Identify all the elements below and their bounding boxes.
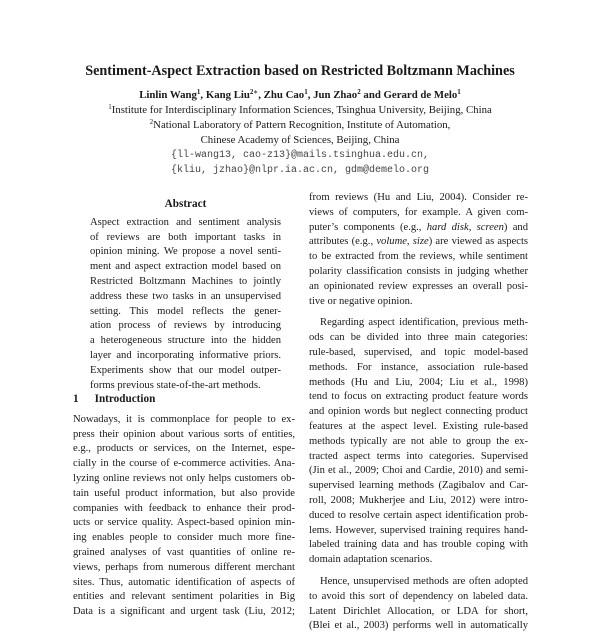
text-line: grained analyses of vast quantities of online re- bbox=[73, 546, 295, 558]
paper-title: Sentiment-Aspect Extraction based on Restricted Boltzmann Machines bbox=[85, 63, 515, 79]
abstract-heading: Abstract bbox=[164, 198, 207, 210]
text-line: Experiments show that our model outper- bbox=[90, 364, 281, 376]
text-line: lems. However, supervised training requires hand- bbox=[309, 524, 528, 536]
text-line: cially in the course of e-commerce activities. Ana- bbox=[73, 458, 295, 470]
text-line: tracted aspect terms into categories. Supervised bbox=[309, 450, 528, 462]
text-line: address these two tasks in an unsupervised bbox=[90, 290, 281, 302]
text-line: tain useful product information, but also provide bbox=[73, 487, 295, 499]
introduction-section bbox=[73, 392, 295, 620]
text-line: methods typically are not able to group the ex- bbox=[309, 435, 528, 447]
text-line: Data is a significant and urgent task (Liu, 2012; bbox=[73, 606, 295, 618]
author-affiliation-marker: 2∗ bbox=[249, 88, 259, 96]
text-line: duced to resolve certain aspect identification prob- bbox=[309, 509, 528, 521]
text-line: setting. This model reflects the gener- bbox=[90, 305, 281, 317]
affiliation-1 bbox=[0, 104, 600, 116]
text-line: forms previous state-of-the-art methods. bbox=[90, 379, 261, 391]
author-name: Gerard de Melo bbox=[383, 89, 458, 101]
affiliation-text: National Laboratory of Pattern Recognition, Institute of Automation, bbox=[153, 119, 451, 131]
text-line: a heterogeneous structure into the hidden bbox=[90, 335, 281, 347]
text-line: ation process of reviews by introducing bbox=[90, 320, 281, 332]
text-line: attributes (e.g., volume, size) are viewed as aspects bbox=[309, 236, 529, 248]
text-line: Aspect extraction and sentiment analysis bbox=[90, 216, 281, 228]
text-line: entities and relevant sentiment polarities in Big bbox=[73, 591, 295, 603]
text-line: (Blei et al., 2003) performs well in automatically bbox=[309, 620, 528, 632]
text-line: to avoid this sort of dependency on labeled data. bbox=[309, 590, 528, 602]
text-line: sites. Thus, automatic identification of aspects of bbox=[73, 576, 295, 588]
text-line: Restricted Boltzmann Machines to jointly bbox=[90, 275, 281, 287]
text-line: an opinionated review expresses an overall posi- bbox=[309, 280, 528, 292]
author-name: Jun Zhao bbox=[313, 89, 358, 101]
text-line: puter’s components (e.g., hard disk, screen) and bbox=[309, 221, 529, 233]
text-line: ucts or service quality. Aspect-based opinion min- bbox=[73, 517, 295, 529]
affiliation-2-cont: Chinese Academy of Sciences, Beijing, China bbox=[200, 134, 400, 146]
text-line: companies with feedback to enhance their prod- bbox=[73, 502, 295, 514]
text-line: e.g., products or services, on the Internet, espe- bbox=[73, 443, 295, 455]
author-affiliation-marker: 2 bbox=[357, 88, 361, 96]
abstract-section bbox=[90, 197, 281, 393]
author-affiliation-marker: 1 bbox=[304, 88, 308, 96]
affiliation-2 bbox=[0, 119, 600, 131]
text-line: to be extracted from the reviews, while sentiment bbox=[309, 251, 528, 263]
affiliation-marker: 1 bbox=[108, 103, 112, 111]
text-line: views, perhaps from numerous different merchant bbox=[73, 561, 295, 573]
introduction-heading: 1 Introduction bbox=[73, 393, 156, 405]
text-line: (Jin et al., 2009; Choi and Cardie, 2010) and semi- bbox=[309, 465, 528, 477]
text-line: views of computers, for example. A given com- bbox=[309, 206, 528, 218]
text-line: domain adaptation scenarios. bbox=[309, 554, 433, 566]
author-list: Linlin Wang$^1$, Kang Liu$^{2∗}$, Zhu Cao$^1$, Jun Zhao$^2$ and Gerard de Melo$^1$ bbox=[139, 88, 461, 101]
text-line: rule-based, supervised, and topic model-based bbox=[309, 346, 528, 358]
text-line: features at the aspect level. Existing rule-based bbox=[309, 420, 528, 432]
text-line: lyzing online reviews not only helps customers ob- bbox=[73, 472, 295, 484]
author-affiliation-marker: 1 bbox=[196, 88, 201, 96]
text-line: methods. For instance, association rule-based bbox=[309, 361, 528, 373]
author-affiliation-marker: 1 bbox=[457, 88, 461, 96]
text-line: Latent Dirichlet Allocation, or LDA for short, bbox=[309, 605, 528, 617]
text-line: of reviews are both important tasks in bbox=[90, 231, 281, 243]
author-name: Kang Liu bbox=[205, 89, 250, 101]
text-line: ing enables people to consider much more fine- bbox=[73, 532, 295, 544]
affiliation-marker: 2 bbox=[149, 118, 154, 126]
text-line: layer and incorporating informative priors. bbox=[90, 349, 281, 361]
text-line: from reviews (Hu and Liu, 2004). Consider re- bbox=[309, 192, 528, 203]
text-line: labeled training data and has trouble coping with bbox=[309, 539, 528, 551]
author-name: Zhu Cao bbox=[263, 89, 305, 101]
text-line: tive or negative opinion. bbox=[309, 295, 413, 307]
right-column bbox=[309, 191, 528, 634]
text-line: Hence, unsupervised methods are often adopted bbox=[320, 575, 528, 587]
text-line: roll, 2008; Mukherjee and Liu, 2012) were intro- bbox=[309, 494, 528, 506]
email-line-2: {kliu, jzhao}@nlpr.ia.ac.cn, gdm@demelo.org bbox=[170, 165, 430, 176]
author-name: Linlin Wang bbox=[139, 89, 197, 101]
text-line: Nowadays, it is commonplace for people to ex- bbox=[73, 413, 295, 425]
text-line: ods can be divided into three main categories: bbox=[309, 332, 528, 344]
text-line: methods (Hu and Liu, 2004; Liu et al., 1998) bbox=[309, 376, 528, 388]
text-line: polarity classification consists in judging whether bbox=[309, 265, 528, 277]
text-line: ment and aspect extraction model based on bbox=[90, 261, 281, 273]
text-line: press their opinion about various sorts of entities, bbox=[73, 428, 295, 440]
text-line: Regarding aspect identification, previous meth- bbox=[320, 317, 528, 329]
text-line: tend to focus on extracting product feature words bbox=[309, 391, 528, 403]
affiliation-text: Institute for Interdisciplinary Information Sciences, Tsinghua University, Beijing, China bbox=[111, 104, 492, 116]
text-line: supervised learning methods (Zagibalov and Car- bbox=[309, 480, 528, 492]
email-line-1: {ll-wang13, cao-z13}@mails.tsinghua.edu.cn, bbox=[170, 150, 430, 161]
text-line: and opinion words but neglect connecting product bbox=[309, 406, 528, 418]
text-line: opinion mining. We propose a novel senti- bbox=[90, 246, 281, 258]
